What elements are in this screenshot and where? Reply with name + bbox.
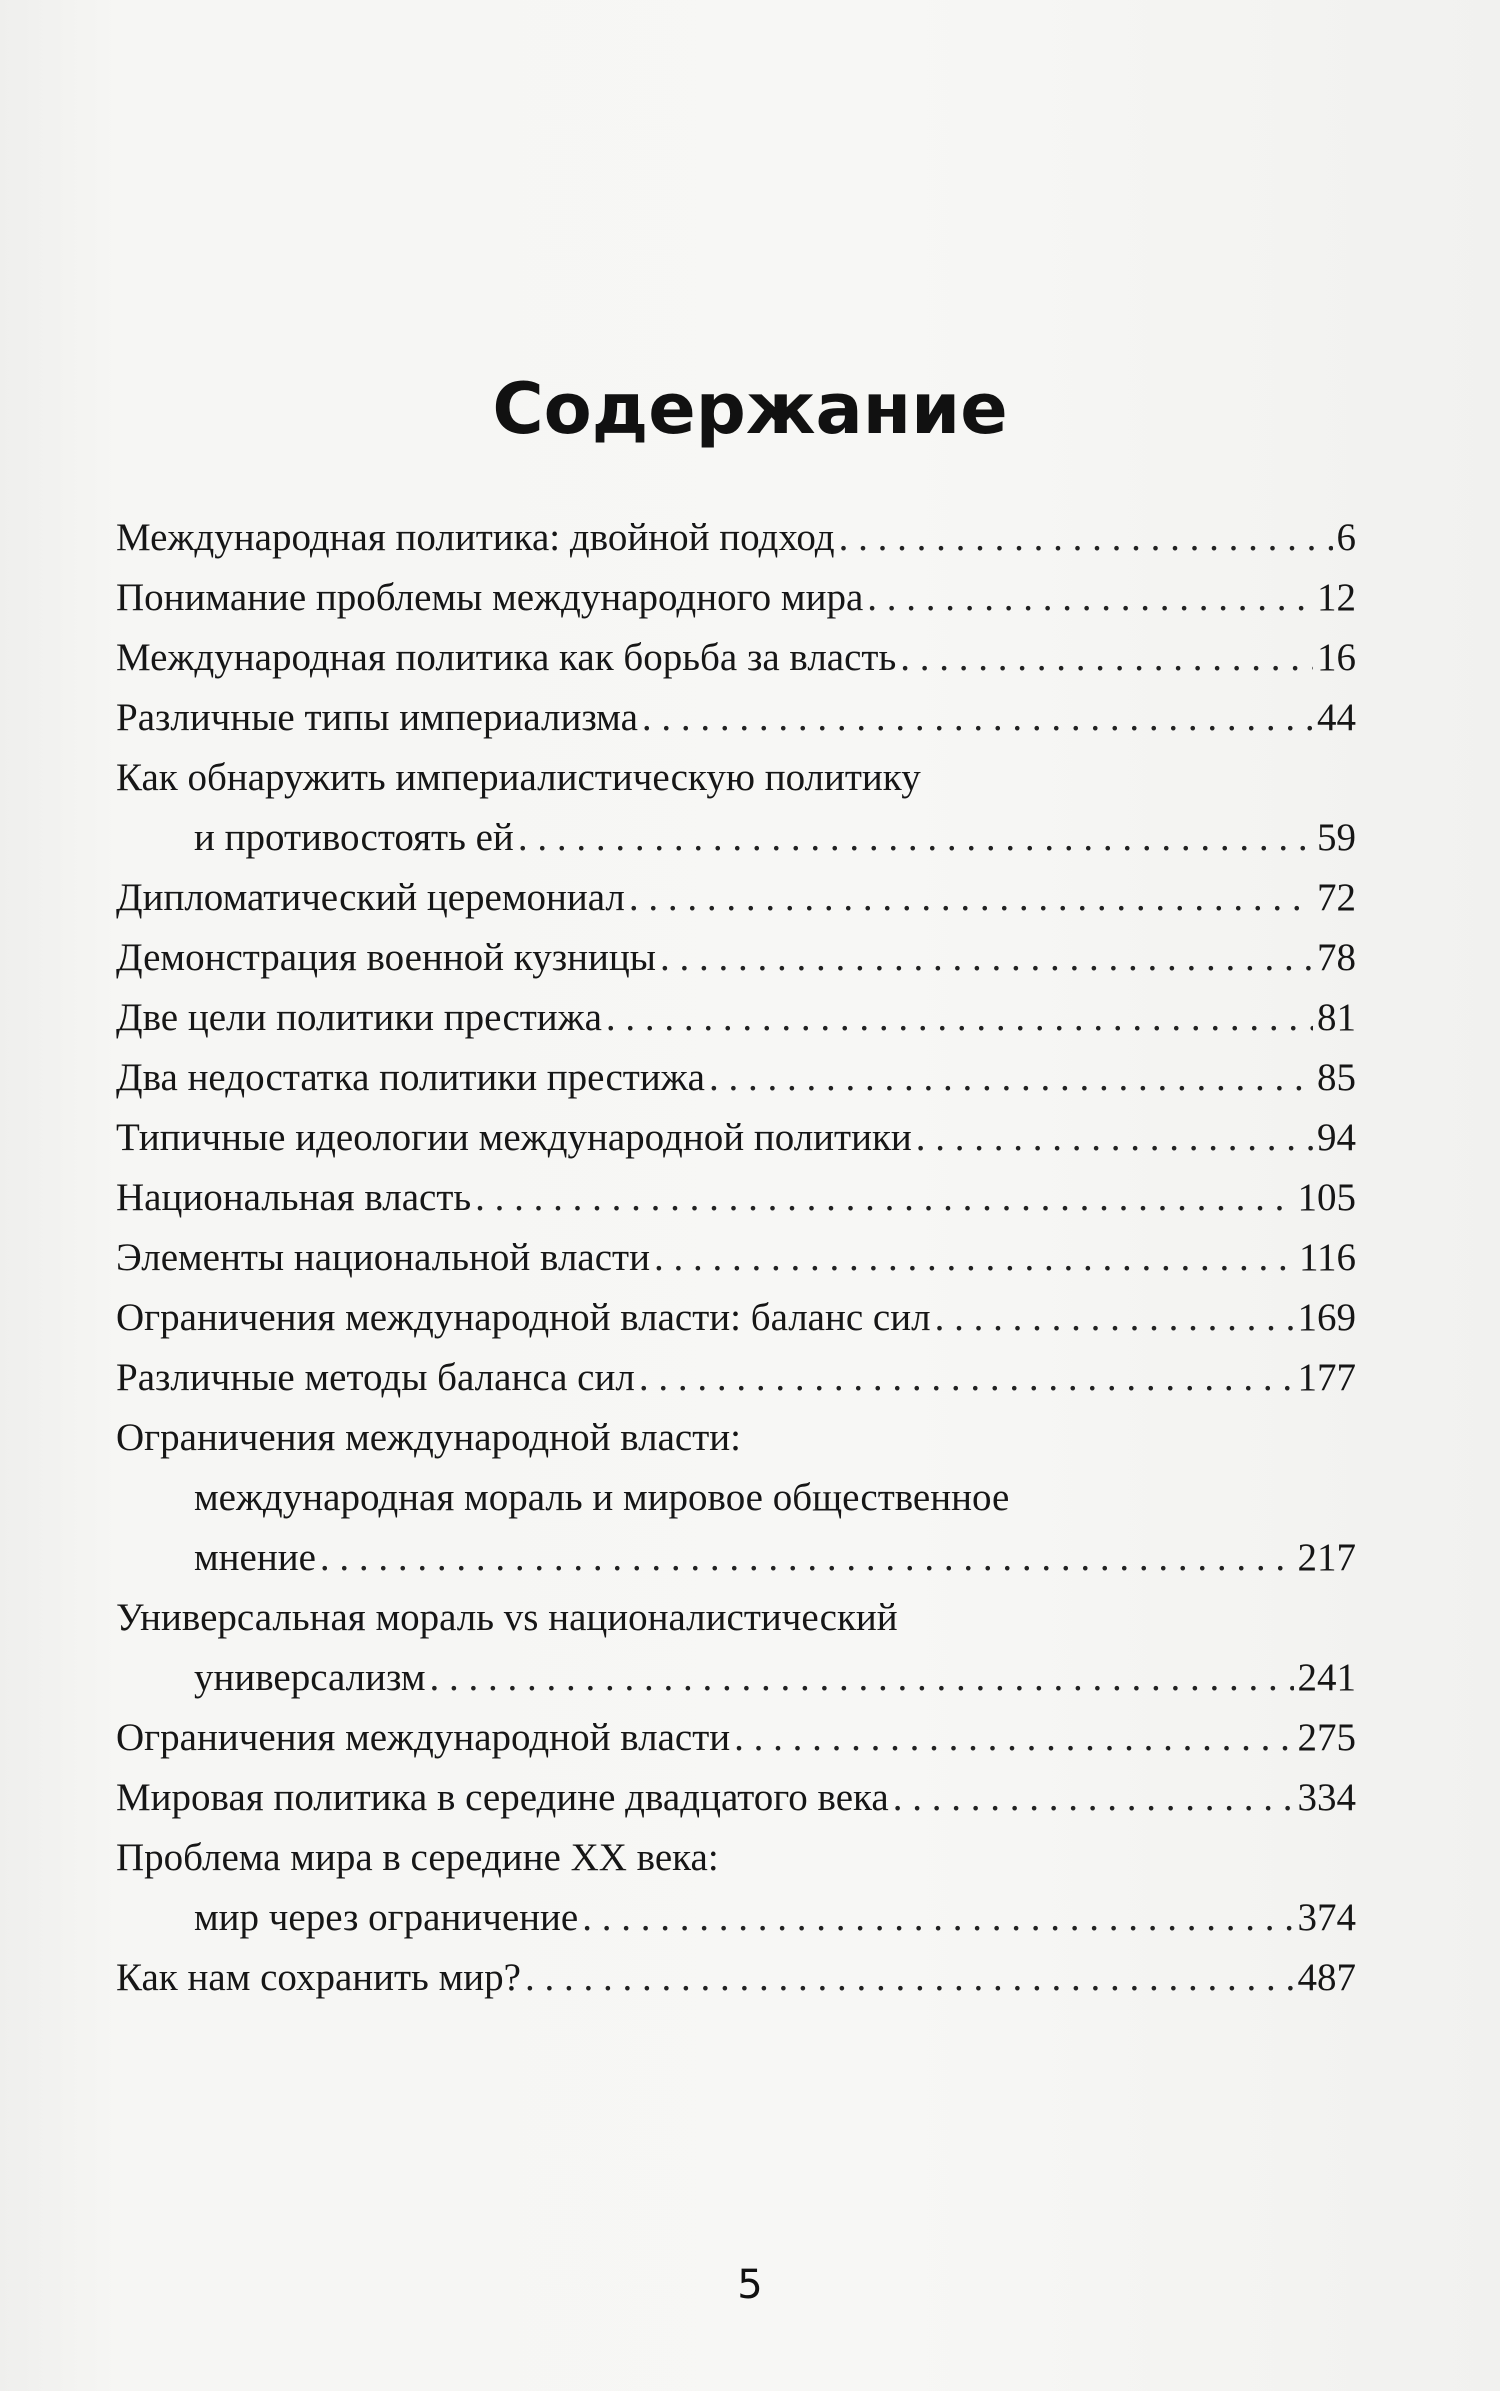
toc-entry-title: Проблема мира в середине XX века: bbox=[116, 1836, 719, 1879]
toc-entry bbox=[116, 1228, 1356, 1288]
toc-entry-page: 116 bbox=[1298, 1236, 1356, 1279]
toc-entry-page: 487 bbox=[1297, 1956, 1356, 1999]
dot-leader bbox=[867, 568, 1313, 628]
dot-leader bbox=[639, 1348, 1294, 1408]
toc-entry-page: 241 bbox=[1297, 1656, 1356, 1699]
toc-entry-page: 72 bbox=[1317, 876, 1356, 919]
toc-entry-line bbox=[116, 928, 1356, 988]
toc-entry bbox=[116, 1348, 1356, 1408]
toc-entry-page: 334 bbox=[1297, 1776, 1356, 1819]
toc-entry-line bbox=[116, 1948, 1356, 2008]
toc-entry-line bbox=[116, 508, 1356, 568]
page-number: 5 bbox=[737, 2262, 763, 2308]
toc-entry-title: мнение bbox=[194, 1536, 316, 1579]
toc-entry-line bbox=[116, 1408, 1356, 1468]
toc-entry-line bbox=[116, 1588, 1356, 1648]
toc-entry-line bbox=[116, 1768, 1356, 1828]
dot-leader bbox=[518, 808, 1313, 868]
toc-entry bbox=[116, 868, 1356, 928]
toc-entry bbox=[116, 688, 1356, 748]
toc-entry bbox=[116, 1108, 1356, 1168]
toc-entry-title: Как обнаружить империалистическую политику bbox=[116, 756, 921, 799]
toc-entry-page: 44 bbox=[1317, 696, 1356, 739]
toc-entry bbox=[116, 1408, 1356, 1588]
toc-entry-page: 59 bbox=[1317, 816, 1356, 859]
dot-leader bbox=[642, 688, 1313, 748]
dot-leader bbox=[734, 1708, 1293, 1768]
toc-entry bbox=[116, 1048, 1356, 1108]
toc-entry-title: Национальная власть bbox=[116, 1176, 472, 1219]
toc-entry bbox=[116, 928, 1356, 988]
toc-entry-line bbox=[116, 1708, 1356, 1768]
toc-entry-title: Дипломатический церемониал bbox=[116, 876, 625, 919]
dot-leader bbox=[654, 1228, 1295, 1288]
toc-entry-title: международная мораль и мировое общественное bbox=[194, 1476, 1010, 1519]
toc-entry-page: 169 bbox=[1297, 1296, 1356, 1339]
toc-entry bbox=[116, 568, 1356, 628]
toc-entry-title: Международная политика как борьба за власть bbox=[116, 636, 897, 679]
toc-entry-line bbox=[116, 1828, 1356, 1888]
toc-entry-page: 217 bbox=[1297, 1536, 1356, 1579]
dot-leader bbox=[320, 1528, 1294, 1588]
toc-entry-page: 177 bbox=[1297, 1356, 1356, 1399]
dot-leader bbox=[475, 1168, 1293, 1228]
toc-entry-line bbox=[116, 1048, 1356, 1108]
toc-entry-line bbox=[116, 808, 1356, 868]
toc-entry-page: 78 bbox=[1317, 936, 1356, 979]
toc-entry bbox=[116, 988, 1356, 1048]
toc-entry-page: 85 bbox=[1317, 1056, 1356, 1099]
toc-entry bbox=[116, 1708, 1356, 1768]
toc-entry-title: Демонстрация военной кузницы bbox=[116, 936, 656, 979]
toc-entry-line bbox=[116, 688, 1356, 748]
toc-entry-title: Международная политика: двойной подход bbox=[116, 516, 835, 559]
toc-entry-title: Различные типы империализма bbox=[116, 696, 638, 739]
toc-entry bbox=[116, 1588, 1356, 1708]
toc-entry-line bbox=[116, 988, 1356, 1048]
toc-entry-page: 12 bbox=[1317, 576, 1356, 619]
toc-entry-title: Типичные идеологии международной политики bbox=[116, 1116, 912, 1159]
dot-leader bbox=[900, 628, 1313, 688]
toc-entry-page: 105 bbox=[1297, 1176, 1356, 1219]
toc-entry-title: Мировая политика в середине двадцатого века bbox=[116, 1776, 889, 1819]
dot-leader bbox=[606, 988, 1313, 1048]
toc-entry-line bbox=[116, 1468, 1356, 1528]
toc-entry-line bbox=[116, 1228, 1356, 1288]
toc-entry-title: Элементы национальной власти bbox=[116, 1236, 650, 1279]
toc-entry-title: Универсальная мораль vs националистический bbox=[116, 1596, 898, 1639]
toc-entry-page: 6 bbox=[1336, 516, 1356, 559]
toc-entry bbox=[116, 1768, 1356, 1828]
toc-entry-line bbox=[116, 628, 1356, 688]
dot-leader bbox=[629, 868, 1313, 928]
toc-entry-title: Различные методы баланса сил bbox=[116, 1356, 635, 1399]
toc-entry-page: 81 bbox=[1317, 996, 1356, 1039]
toc-entry-page: 16 bbox=[1317, 636, 1356, 679]
toc-entry bbox=[116, 1828, 1356, 1948]
toc-entry-line bbox=[116, 868, 1356, 928]
page-title: Содержание bbox=[492, 368, 1008, 450]
toc-entry-title: Ограничения международной власти bbox=[116, 1716, 731, 1759]
toc-entry-line bbox=[116, 1348, 1356, 1408]
toc-entry bbox=[116, 1948, 1356, 2008]
toc-entry-title: Две цели политики престижа bbox=[116, 996, 602, 1039]
toc-entry bbox=[116, 1288, 1356, 1348]
dot-leader bbox=[430, 1648, 1294, 1708]
dot-leader bbox=[582, 1888, 1293, 1948]
dot-leader bbox=[839, 508, 1333, 568]
toc-entry-title: Ограничения международной власти: bbox=[116, 1416, 741, 1459]
dot-leader bbox=[660, 928, 1313, 988]
dot-leader bbox=[916, 1108, 1313, 1168]
toc-entry-line bbox=[116, 1108, 1356, 1168]
toc-entry-title: Понимание проблемы международного мира bbox=[116, 576, 864, 619]
toc-entry bbox=[116, 748, 1356, 868]
toc-entry-line bbox=[116, 748, 1356, 808]
toc-entry bbox=[116, 628, 1356, 688]
toc-entry-title: Два недостатка политики престижа bbox=[116, 1056, 705, 1099]
toc-entry-line bbox=[116, 1168, 1356, 1228]
toc-entry-line bbox=[116, 1288, 1356, 1348]
toc-entry-line bbox=[116, 1528, 1356, 1588]
toc-entry-title: Как нам сохранить мир? bbox=[116, 1956, 521, 1999]
dot-leader bbox=[709, 1048, 1313, 1108]
dot-leader bbox=[525, 1948, 1294, 2008]
toc-entry bbox=[116, 1168, 1356, 1228]
toc-entry-line bbox=[116, 568, 1356, 628]
toc-entry-title: Ограничения международной власти: баланс сил bbox=[116, 1296, 931, 1339]
dot-leader bbox=[935, 1288, 1294, 1348]
toc-entry-page: 94 bbox=[1317, 1116, 1356, 1159]
toc-entry-title: мир через ограничение bbox=[194, 1896, 579, 1939]
toc-entry-line bbox=[116, 1648, 1356, 1708]
toc-entry-title: и противостоять ей bbox=[194, 816, 514, 859]
toc-entry bbox=[116, 508, 1356, 568]
toc-entry-page: 275 bbox=[1297, 1716, 1356, 1759]
toc-entry-title: универсализм bbox=[194, 1656, 426, 1699]
dot-leader bbox=[893, 1768, 1294, 1828]
toc-entry-line bbox=[116, 1888, 1356, 1948]
toc-entry-page: 374 bbox=[1297, 1896, 1356, 1939]
table-of-contents bbox=[116, 508, 1356, 2008]
